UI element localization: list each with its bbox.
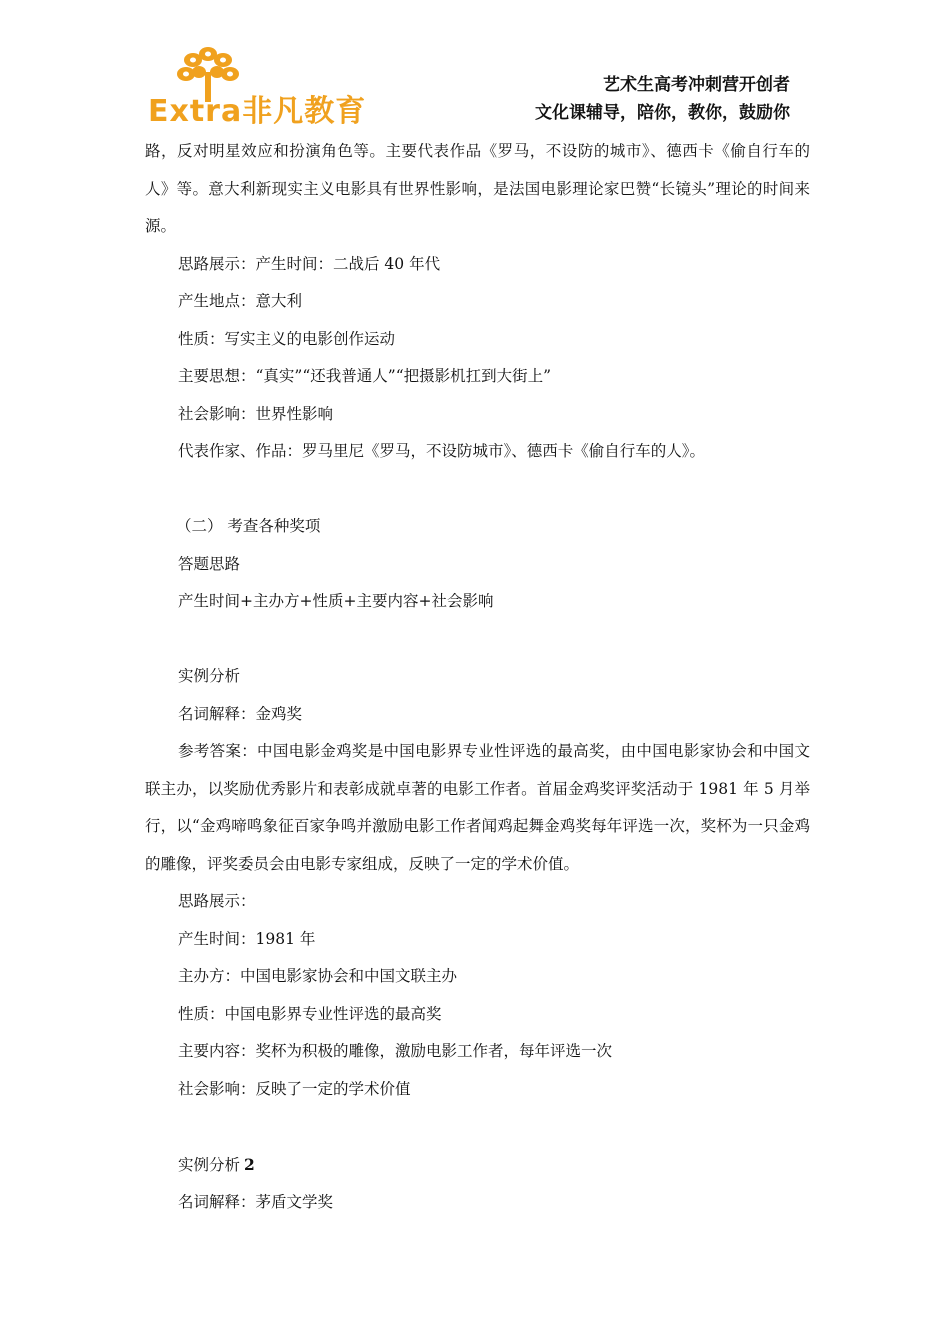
example-1-answer	[145, 733, 810, 883]
example-1-outline-organizer: 主办方：中国电影家协会和中国文联主办	[178, 967, 458, 985]
document-body	[145, 133, 810, 1222]
outline-place: 产生地点：意大利	[178, 292, 303, 310]
extra-logo	[146, 42, 376, 128]
section-heading-awards: （二） 考查各种奖项	[176, 517, 321, 535]
example-1-outline-content: 主要内容：奖杯为积极的雕像，激励电影工作者，每年评选一次	[178, 1042, 613, 1060]
example-1-outline-influence: 社会影响：反映了一定的学术价值	[178, 1079, 411, 1098]
example-1-answer-text: 参考答案：中国电影金鸡奖是中国电影界专业性评选的最高奖，由中国电影家协会和中国文联主办，以奖励优秀影片和表彰成就卓著的电影工作者。首届金鸡奖评奖活动于 1981 年 5 月举行，以“金鸡啼鸣象征百家争鸣并激励电影工作者闻鸡起舞金鸡奖每年评选一次，奖杯为一只金鸡的雕像，评奖委员会由电影专家组成，反映了一定的学术价值。	[145, 742, 810, 873]
outline-time: 思路展示：产生时间：二战后 40 年代	[178, 254, 441, 273]
slogan-line-1: 艺术生高考冲刺营开创者	[603, 75, 790, 95]
example-1-outline-time: 产生时间：1981 年	[178, 929, 316, 948]
example-2-title-number: 2	[244, 1154, 255, 1174]
slogan-line-2: 文化课辅导，陪你，教你，鼓励你	[535, 103, 790, 123]
example-2-title	[145, 1146, 810, 1185]
outline-ideas: 主要思想：“真实”“还我普通人”“把摄影机扛到大街上”	[178, 367, 552, 385]
answer-approach-formula: 产生时间+主办方+性质+主要内容+社会影响	[178, 592, 494, 610]
spacer	[145, 1108, 810, 1146]
example-2-term: 名词解释：茅盾文学奖	[178, 1193, 334, 1211]
example-1-outline-nature: 性质：中国电影界专业性评选的最高奖	[178, 1004, 442, 1023]
outline-nature: 性质：写实主义的电影创作运动	[178, 329, 396, 348]
spacer	[145, 471, 810, 509]
page-header	[0, 0, 950, 135]
spacer	[145, 621, 810, 659]
answer-approach-label: 答题思路	[178, 554, 241, 573]
example-2-title-text: 实例分析	[178, 1155, 241, 1174]
paragraph-neorealism: 路，反对明星效应和扮演角色等。主要代表作品《罗马，不设防的城市》、德西卡《偷自行车的人》等。意大利新现实主义电影具有世界性影响，是法国电影理论家巴赞“长镜头”理论的时间来源。	[145, 142, 810, 235]
example-1-term: 名词解释：金鸡奖	[178, 704, 303, 723]
example-1-title: 实例分析	[178, 667, 241, 685]
outline-influence: 社会影响：世界性影响	[178, 404, 334, 423]
outline-works: 代表作家、作品：罗马里尼《罗马，不设防城市》、德西卡《偷自行车的人》。	[178, 442, 706, 460]
example-1-outline-label: 思路展示：	[178, 892, 256, 910]
logo-text: Extra非凡教育	[148, 94, 367, 129]
